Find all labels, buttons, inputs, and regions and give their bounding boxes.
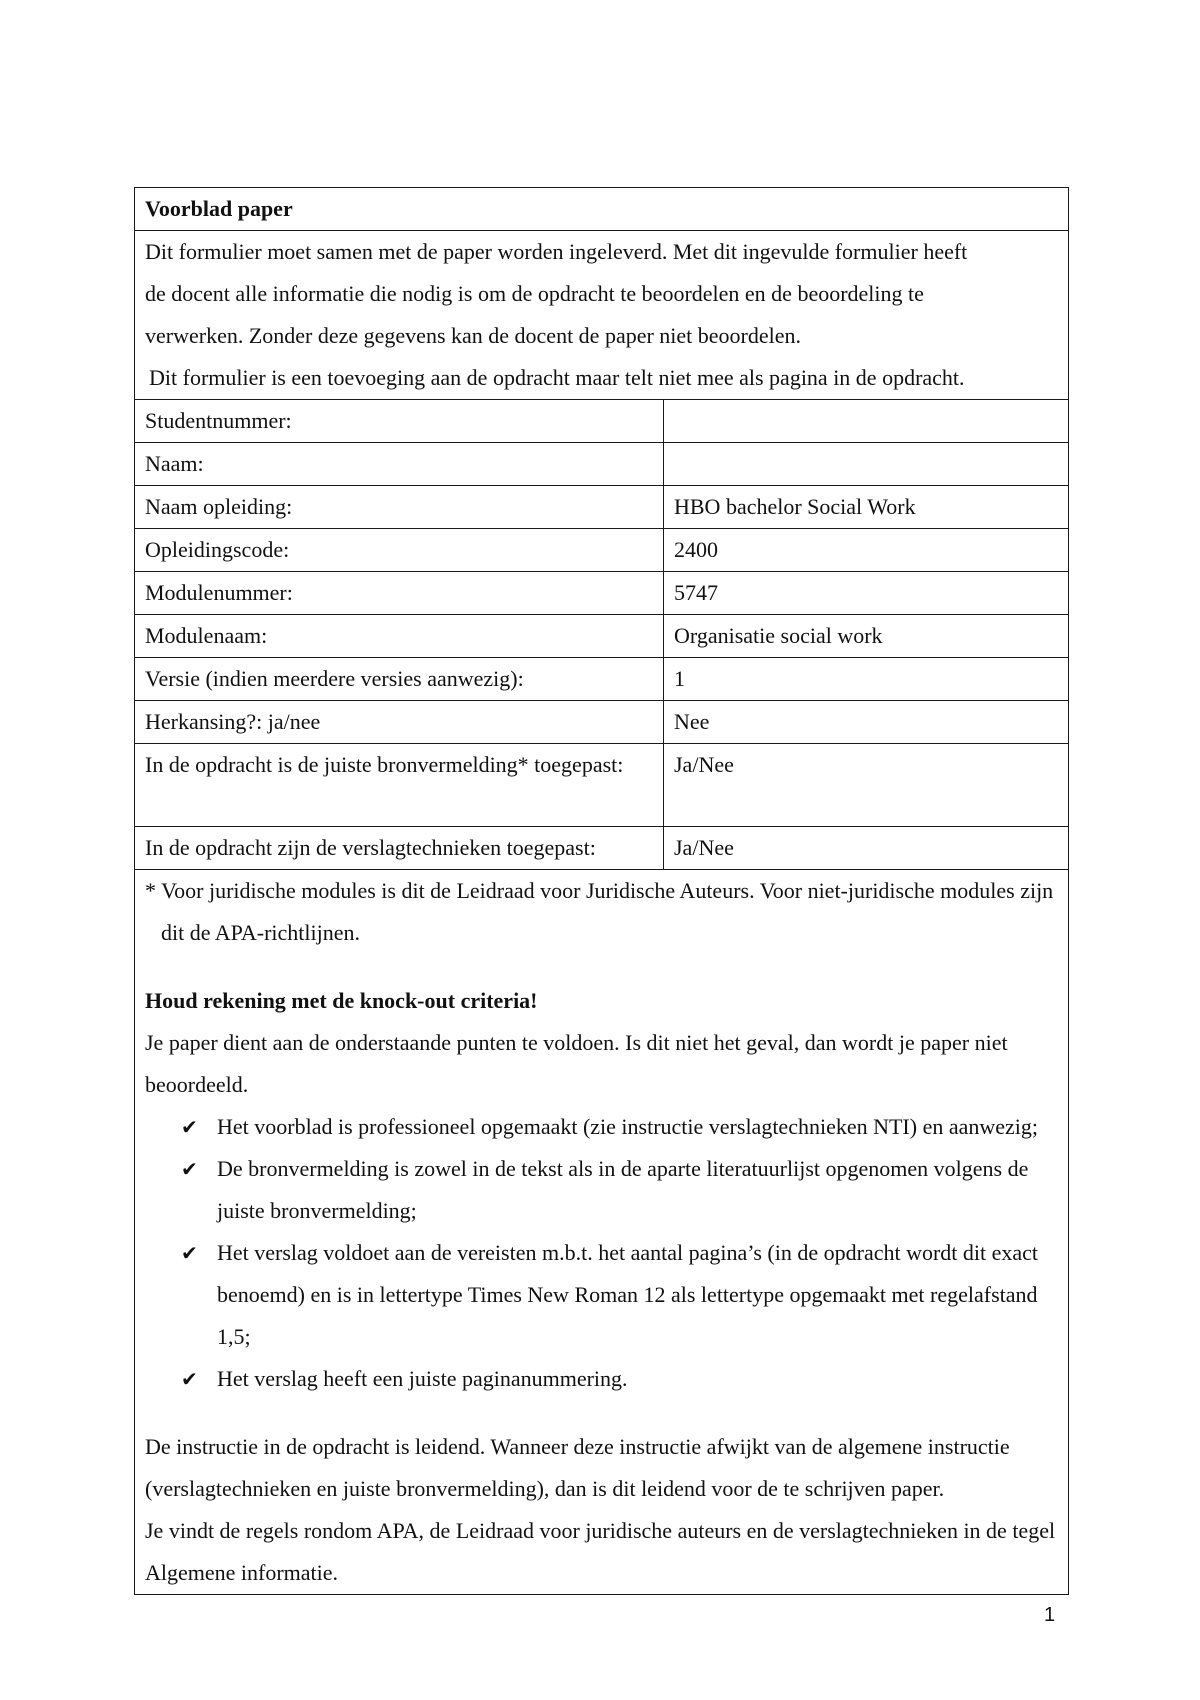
field-label: Modulenummer: bbox=[135, 572, 664, 615]
footnote: * Voor juridische modules is dit de Leidraad voor Juridische Auteurs. Voor niet-juridische modules zijn dit de APA-richtlijnen. bbox=[145, 878, 1054, 945]
intro-line: de docent alle informatie die nodig is om de opdracht te beoordelen en de beoordeling te bbox=[145, 281, 924, 306]
field-row-name bbox=[135, 443, 1069, 486]
knockout-title: Houd rekening met de knock-out criteria! bbox=[145, 988, 538, 1013]
list-item bbox=[181, 1106, 1058, 1148]
field-row-module-name bbox=[135, 615, 1069, 658]
field-row-citation bbox=[135, 744, 1069, 827]
page-number: 1 bbox=[1044, 1604, 1056, 1626]
field-label: In de opdracht zijn de verslagtechnieken toegepast: bbox=[135, 827, 664, 870]
module-name-value: Organisatie social work bbox=[664, 615, 1069, 658]
checklist-text: Het voorblad is professioneel opgemaakt (zie instructie verslagtechnieken NTI) en aanwezig; bbox=[217, 1114, 1039, 1139]
name-field[interactable] bbox=[664, 443, 1069, 486]
cover-sheet-form bbox=[134, 187, 1069, 1595]
report-techniques-value: Ja/Nee bbox=[664, 827, 1069, 870]
field-label: Naam: bbox=[135, 443, 664, 486]
field-label: Naam opleiding: bbox=[135, 486, 664, 529]
checkmark-icon: ✔ bbox=[181, 1241, 198, 1265]
field-label: Versie (indien meerdere versies aanwezig): bbox=[135, 658, 664, 701]
checklist-text: Het verslag heeft een juiste paginanummering. bbox=[217, 1366, 628, 1391]
notes-row bbox=[135, 870, 1069, 1595]
checklist-text: Het verslag voldoet aan de vereisten m.b.t. het aantal pagina’s (in de opdracht wordt dit exact benoemd) en is in lettertype Times New Roman 12 als lettertype opgemaakt met regelafstand 1,5; bbox=[217, 1240, 1039, 1349]
field-label: Studentnummer: bbox=[135, 400, 664, 443]
checkmark-icon: ✔ bbox=[181, 1157, 198, 1181]
list-item bbox=[181, 1148, 1058, 1232]
field-label: Modulenaam: bbox=[135, 615, 664, 658]
form-title: Voorblad paper bbox=[135, 188, 1069, 231]
student-number-field[interactable] bbox=[664, 400, 1069, 443]
intro-line: Dit formulier moet samen met de paper worden ingeleverd. Met dit ingevulde formulier heeft bbox=[145, 239, 968, 264]
version-value: 1 bbox=[664, 658, 1069, 701]
knockout-intro: Je paper dient aan de onderstaande punten te voldoen. Is dit niet het geval, dan wordt je paper niet beoordeeld. bbox=[145, 1030, 1008, 1097]
field-row-report-techniques bbox=[135, 827, 1069, 870]
field-label: Opleidingscode: bbox=[135, 529, 664, 572]
notes-section bbox=[135, 870, 1069, 1595]
checkmark-icon: ✔ bbox=[181, 1115, 198, 1139]
field-row-version bbox=[135, 658, 1069, 701]
field-row-program-name bbox=[135, 486, 1069, 529]
intro-text bbox=[135, 231, 1069, 400]
field-label: Herkansing?: ja/nee bbox=[135, 701, 664, 744]
list-item bbox=[181, 1232, 1058, 1358]
field-row-program-code bbox=[135, 529, 1069, 572]
closing-paragraph: Je vindt de regels rondom APA, de Leidraad voor juridische auteurs en de verslagtechnieken in de tegel Algemene informatie. bbox=[145, 1518, 1056, 1585]
field-row-student-number bbox=[135, 400, 1069, 443]
knockout-checklist bbox=[145, 1106, 1058, 1400]
field-row-module-number bbox=[135, 572, 1069, 615]
field-label: In de opdracht is de juiste bronvermelding* toegepast: bbox=[135, 744, 664, 827]
title-row bbox=[135, 188, 1069, 231]
list-item bbox=[181, 1358, 1058, 1400]
citation-value: Ja/Nee bbox=[664, 744, 1069, 827]
field-row-resit bbox=[135, 701, 1069, 744]
intro-line: verwerken. Zonder deze gegevens kan de docent de paper niet beoordelen. bbox=[145, 323, 802, 348]
intro-row bbox=[135, 231, 1069, 400]
program-name-value: HBO bachelor Social Work bbox=[664, 486, 1069, 529]
intro-line: Dit formulier is een toevoeging aan de opdracht maar telt niet mee als pagina in de opdracht. bbox=[149, 365, 965, 390]
closing-paragraph: De instructie in de opdracht is leidend. Wanneer deze instructie afwijkt van de algemene instructie (verslagtechnieken en juiste bronvermelding), dan is dit leidend voor de te schrijven paper. bbox=[145, 1434, 1010, 1501]
resit-value: Nee bbox=[664, 701, 1069, 744]
module-number-value: 5747 bbox=[664, 572, 1069, 615]
checklist-text: De bronvermelding is zowel in de tekst als in de aparte literatuurlijst opgenomen volgens de juiste bronvermelding; bbox=[217, 1156, 1029, 1223]
program-code-value: 2400 bbox=[664, 529, 1069, 572]
checkmark-icon: ✔ bbox=[181, 1367, 198, 1391]
